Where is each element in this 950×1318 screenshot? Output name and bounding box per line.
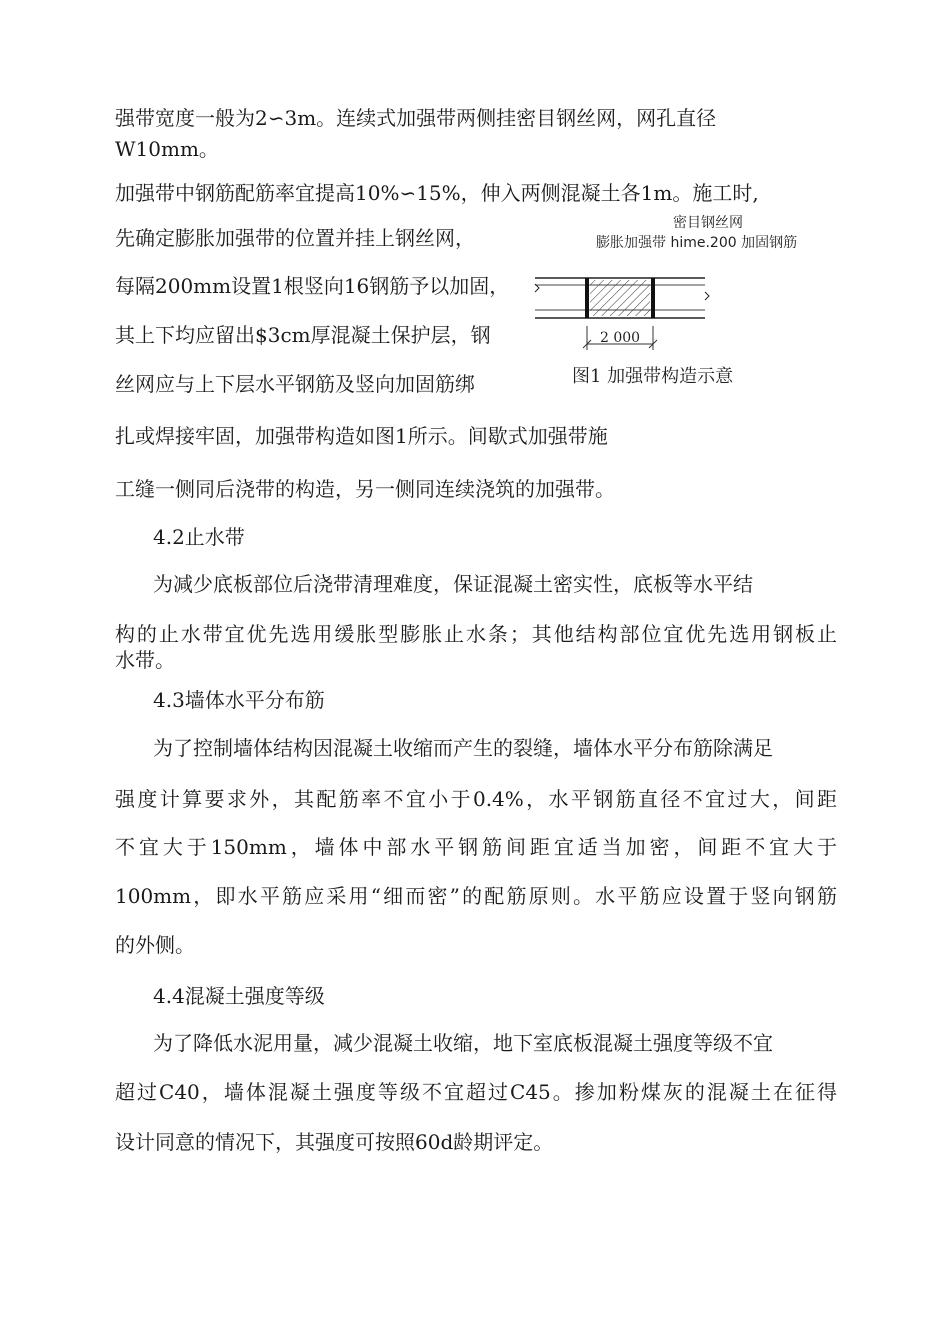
- paragraph-line: 工缝一侧同后浇带的构造，另一侧同连续浇筑的加强带。: [115, 477, 615, 501]
- paragraph-line: 其上下均应留出$3cm厚混凝土保护层，钢: [115, 323, 491, 347]
- figure-dimension: 2 000: [600, 330, 641, 346]
- paragraph-line: 每隔200mm设置1根竖向16钢筋予以加固，: [115, 274, 510, 298]
- paragraph-line: 强带宽度一般为2∽3m。连续式加强带两侧挂密目钢丝网，网孔直径: [115, 106, 717, 130]
- paragraph-line: 丝网应与上下层水平钢筋及竖向加固筋绑: [115, 372, 475, 396]
- paragraph-line: 扎或焊接牢固，加强带构造如图1所示。间歇式加强带施: [115, 424, 608, 448]
- section-heading-4-2: 4.2止水带: [153, 525, 245, 549]
- paragraph-line: 先确定膨胀加强带的位置并挂上钢丝网，: [115, 226, 475, 250]
- section-heading-4-3: 4.3墙体水平分布筋: [153, 688, 325, 712]
- paragraph-line: 超过C40，墙体混凝土强度等级不宜超过C45。掺加粉煤灰的混凝土在征得: [115, 1080, 837, 1104]
- paragraph-line: 为了控制墙体结构因混凝土收缩而产生的裂缝，墙体水平分布筋除满足: [153, 736, 773, 760]
- paragraph-line: 水带。: [115, 648, 175, 672]
- reinforcement-band-figure: [530, 210, 830, 390]
- paragraph-line: 加强带中钢筋配筋率宜提高10%∽15%，伸入两侧混凝土各1m。施工时,: [115, 181, 759, 205]
- figure-label-band: 膨胀加强带 hime.200 加固钢筋: [596, 235, 798, 251]
- paragraph-line: W10mm。: [115, 137, 219, 161]
- paragraph-line: 构的止水带宜优先选用缓胀型膨胀止水条；其他结构部位宜优先选用钢板止: [115, 622, 837, 646]
- paragraph-line: 不宜大于150mm，墙体中部水平钢筋间距宜适当加密，间距不宜大于: [115, 835, 837, 859]
- figure-label-mesh: 密目钢丝网: [673, 215, 743, 231]
- paragraph-line: 的外侧。: [115, 933, 195, 957]
- paragraph-line: 为了降低水泥用量，减少混凝土收缩，地下室底板混凝土强度等级不宜: [153, 1031, 773, 1055]
- paragraph-line: 为减少底板部位后浇带清理难度，保证混凝土密实性，底板等水平结: [153, 572, 753, 596]
- paragraph-line: 100mm，即水平筋应采用“细而密”的配筋原则。水平筋应设置于竖向钢筋: [115, 884, 837, 908]
- section-heading-4-4: 4.4混凝土强度等级: [153, 984, 325, 1008]
- paragraph-line: 强度计算要求外，其配筋率不宜小于0.4%，水平钢筋直径不宜过大，间距: [115, 787, 837, 811]
- paragraph-line: 设计同意的情况下，其强度可按照60d龄期评定。: [115, 1130, 554, 1154]
- figure-caption: 图1 加强带构造示意: [572, 366, 734, 387]
